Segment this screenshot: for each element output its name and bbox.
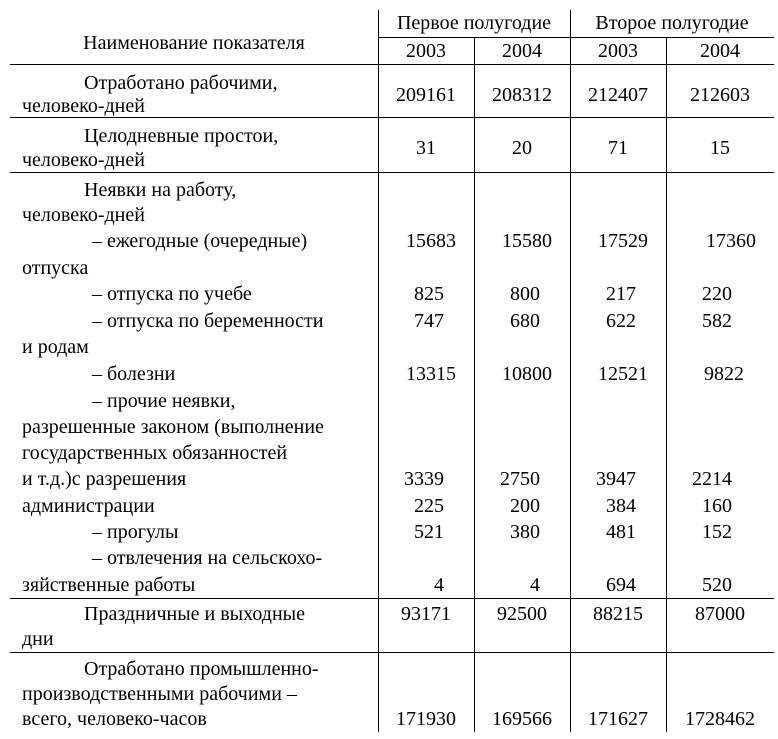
cell-value: 622 bbox=[606, 310, 636, 332]
row-label-worked: Отработано рабочими, bbox=[84, 72, 278, 94]
header-year: 2004 bbox=[502, 40, 542, 62]
cell-value: 12521 bbox=[598, 363, 648, 385]
cell-value: 9822 bbox=[704, 363, 744, 385]
subrow-label-other-cont: государственных обязанностей bbox=[22, 442, 288, 464]
cell-value: 15580 bbox=[502, 230, 552, 252]
cell-value: 87000 bbox=[695, 603, 745, 625]
row-label-hours: Отработано промышленно- bbox=[84, 658, 319, 680]
cell-value: 17360 bbox=[706, 230, 756, 252]
row-label-idle: Целодневные простои, bbox=[84, 125, 279, 147]
cell-value: 212603 bbox=[690, 84, 750, 106]
subrow-label-other-cont: разрешенные законом (выполнение bbox=[22, 416, 324, 438]
cell-value: 520 bbox=[702, 574, 732, 596]
subrow-label-other-cont: и т.д.)с разрешения bbox=[22, 468, 187, 490]
cell-value: 88215 bbox=[593, 603, 643, 625]
cell-value: 4 bbox=[434, 574, 444, 596]
subrow-label-annual: – ежегодные (очередные) bbox=[92, 230, 308, 252]
cell-value: 1728462 bbox=[685, 708, 755, 730]
cell-value: 225 bbox=[414, 495, 444, 517]
cell-value: 3947 bbox=[596, 468, 636, 490]
cell-value: 200 bbox=[510, 495, 540, 517]
cell-value: 521 bbox=[414, 521, 444, 543]
cell-value: 3339 bbox=[404, 468, 444, 490]
subrow-label-farm-cont: зяйственные работы bbox=[22, 574, 196, 596]
row-label-holidays: Праздничные и выходные bbox=[84, 603, 305, 625]
subrow-label-truancy: – прогулы bbox=[92, 521, 179, 543]
row-label-absences-cont: человеко-дней bbox=[22, 204, 145, 226]
cell-value: 15 bbox=[710, 137, 730, 159]
rule-header-bottom bbox=[10, 64, 774, 65]
cell-value: 209161 bbox=[396, 84, 456, 106]
rule-row-4 bbox=[10, 652, 774, 653]
cell-value: 152 bbox=[702, 521, 732, 543]
cell-value: 2750 bbox=[500, 468, 540, 490]
cell-value: 31 bbox=[416, 137, 436, 159]
cell-value: 71 bbox=[608, 137, 628, 159]
cell-value: 92500 bbox=[497, 603, 547, 625]
rule-row-3 bbox=[10, 598, 774, 599]
cell-value: 220 bbox=[702, 283, 732, 305]
subrow-label-illness: – болезни bbox=[92, 363, 176, 385]
row-label-hours-cont: всего, человеко-часов bbox=[22, 708, 207, 730]
subrow-label-annual-cont: отпуска bbox=[22, 257, 89, 279]
header-second-half: Второе полугодие bbox=[595, 12, 749, 34]
cell-value: 10800 bbox=[502, 363, 552, 385]
subrow-label-other-cont: администрации bbox=[22, 495, 155, 517]
cell-value: 160 bbox=[702, 495, 732, 517]
cell-value: 747 bbox=[414, 310, 444, 332]
header-first-half: Первое полугодие bbox=[396, 12, 552, 34]
cell-value: 15683 bbox=[406, 230, 456, 252]
cell-value: 582 bbox=[702, 310, 732, 332]
header-year: 2004 bbox=[700, 40, 740, 62]
subrow-label-study: – отпуска по учебе bbox=[92, 283, 252, 305]
cell-value: 169566 bbox=[492, 708, 552, 730]
row-label-holidays-cont: дни bbox=[22, 628, 54, 650]
header-year: 2003 bbox=[598, 40, 638, 62]
cell-value: 17529 bbox=[598, 230, 648, 252]
row-label-absences: Неявки на работу, bbox=[84, 179, 237, 201]
cell-value: 13315 bbox=[406, 363, 456, 385]
cell-value: 171930 bbox=[396, 708, 456, 730]
row-label-worked-cont: человеко-дней bbox=[22, 95, 145, 117]
cell-value: 825 bbox=[414, 283, 444, 305]
subrow-label-other: – прочие неявки, bbox=[92, 390, 236, 412]
cell-value: 481 bbox=[606, 521, 636, 543]
subrow-label-farm: – отвлечения на сельскохо- bbox=[92, 547, 323, 569]
subrow-label-maternity: – отпуска по беременности bbox=[92, 310, 324, 332]
cell-value: 694 bbox=[606, 574, 636, 596]
cell-value: 2214 bbox=[692, 468, 732, 490]
cell-value: 800 bbox=[510, 283, 540, 305]
cell-value: 171627 bbox=[588, 708, 648, 730]
header-year: 2003 bbox=[406, 40, 446, 62]
header-indicator: Наименование показателя bbox=[83, 32, 305, 54]
cell-value: 680 bbox=[510, 310, 540, 332]
cell-value: 380 bbox=[510, 521, 540, 543]
cell-value: 20 bbox=[512, 137, 532, 159]
cell-value: 4 bbox=[530, 574, 540, 596]
cell-value: 217 bbox=[606, 283, 636, 305]
cell-value: 384 bbox=[606, 495, 636, 517]
row-label-hours-cont: производственными рабочими – bbox=[22, 683, 297, 705]
row-label-idle-cont: человеко-дней bbox=[22, 149, 145, 171]
cell-value: 212407 bbox=[588, 84, 648, 106]
cell-value: 208312 bbox=[492, 84, 552, 106]
subrow-label-maternity-cont: и родам bbox=[22, 336, 89, 358]
cell-value: 93171 bbox=[401, 603, 451, 625]
